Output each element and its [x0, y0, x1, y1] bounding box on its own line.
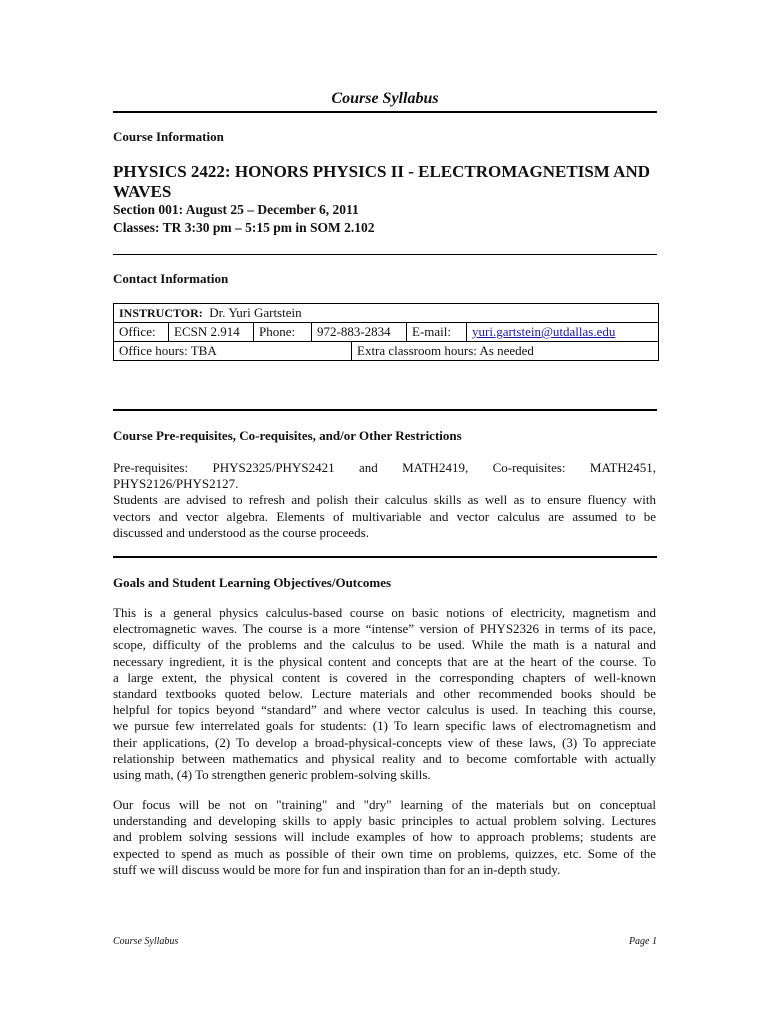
prereq-line: discussed and understood as the course proceeds.	[113, 524, 369, 540]
goals-line: standard textbooks quoted below. Lecture materials and other recommended books should be	[113, 686, 656, 702]
footer-page-number: Page 1	[628, 936, 657, 947]
focus-line: expected to spend as much as possible of their own time on problems, quizzes, etc. Some of the	[113, 845, 656, 861]
page-title: Course Syllabus	[331, 90, 439, 107]
course-title: PHYSICS 2422: HONORS PHYSICS II - ELECTROMAGNETISM AND WAVES	[113, 162, 650, 201]
section-divider	[113, 556, 657, 558]
class-schedule: Classes: TR 3:30 pm – 5:15 pm in SOM 2.102	[113, 220, 375, 235]
goals-line: relationship between mathematics and physical reality and to become comfortable with actually	[113, 750, 656, 766]
email-cell	[467, 323, 659, 342]
phone-label: Phone:	[254, 323, 312, 342]
prereq-line: PHYS2126/PHYS2127.	[113, 476, 239, 492]
section-divider	[113, 254, 657, 255]
goals-line: helpful for topics beyond “standard” and where vector calculus is used. In teaching this course,	[113, 702, 656, 718]
focus-line: Our focus will be not on "training" and "dry" learning of the materials but on conceptual	[113, 797, 656, 812]
goals-line: a large extent, the physical content is covered in the corresponding chapters of well-known	[113, 669, 656, 685]
section-divider	[113, 409, 657, 411]
contact-table	[113, 303, 659, 361]
instructor-name: Dr. Yuri Gartstein	[209, 305, 302, 320]
extra-hours: Extra classroom hours: As needed	[352, 342, 659, 361]
goals-heading: Goals and Student Learning Objectives/Outcomes	[113, 575, 392, 590]
goals-line: their applications, (2) To develop a broad-physical-concepts view of these laws, (3) To appreciate	[113, 734, 656, 750]
goals-line: using math, (4) To strengthen generic problem-solving skills.	[113, 767, 431, 783]
goals-line: we pursue few interrelated goals for students: (1) To learn specific laws of electromagnetism and	[113, 718, 656, 734]
office-label: Office:	[114, 323, 169, 342]
course-info-heading: Course Information	[113, 129, 224, 144]
prereq-heading: Course Pre-requisites, Co-requisites, and/or Other Restrictions	[113, 428, 462, 443]
goals-line: This is a general physics calculus-based course on basic notions of electricity, magnetism and	[113, 605, 656, 620]
goals-line: necessary ingredient, it is the physical content and concepts that are at the heart of the course. To	[113, 653, 656, 669]
footer-title: Course Syllabus	[113, 936, 179, 947]
contact-heading: Contact Information	[113, 271, 229, 286]
goals-line: electromagnetic waves. The course is a more “intense” version of PHYS2326 in terms of its pace,	[113, 621, 656, 637]
prereq-line: Pre-requisites: PHYS2325/PHYS2421 and MATH2419, Co-requisites: MATH2451,	[113, 460, 656, 475]
instructor-row	[114, 304, 659, 323]
section-dates: Section 001: August 25 – December 6, 2011	[113, 202, 359, 217]
email-link[interactable]: yuri.gartstein@utdallas.edu	[472, 324, 616, 339]
instructor-label: INSTRUCTOR:	[119, 306, 203, 320]
focus-paragraph	[113, 797, 656, 878]
email-label: E-mail:	[407, 323, 467, 342]
focus-line: stuff we will discuss would be more for fun and inspiration than for an in-depth study.	[113, 861, 561, 877]
instructor-cell	[114, 304, 659, 323]
goals-paragraph	[113, 605, 656, 783]
prereq-line: Students are advised to refresh and polish their calculus skills as well as to ensure fluency with	[113, 492, 656, 508]
phone-value: 972-883-2834	[312, 323, 407, 342]
prereq-paragraph	[113, 460, 656, 541]
hours-row	[114, 342, 659, 361]
office-hours: Office hours: TBA	[114, 342, 352, 361]
focus-line: and problem solving sessions will include examples of how to approach problems; students are	[113, 829, 656, 845]
title-divider	[113, 111, 657, 113]
office-value: ECSN 2.914	[169, 323, 254, 342]
goals-line: scope, difficulty of the problems and the calculus to be used. While the math is a natural and	[113, 637, 656, 653]
focus-line: understanding and developing skills to apply basic principles to actual problem solving. Lectures	[113, 813, 656, 829]
prereq-line: vectors and vector algebra. Elements of multivariable and vector calculus are assumed to be	[113, 508, 656, 524]
office-row	[114, 323, 659, 342]
